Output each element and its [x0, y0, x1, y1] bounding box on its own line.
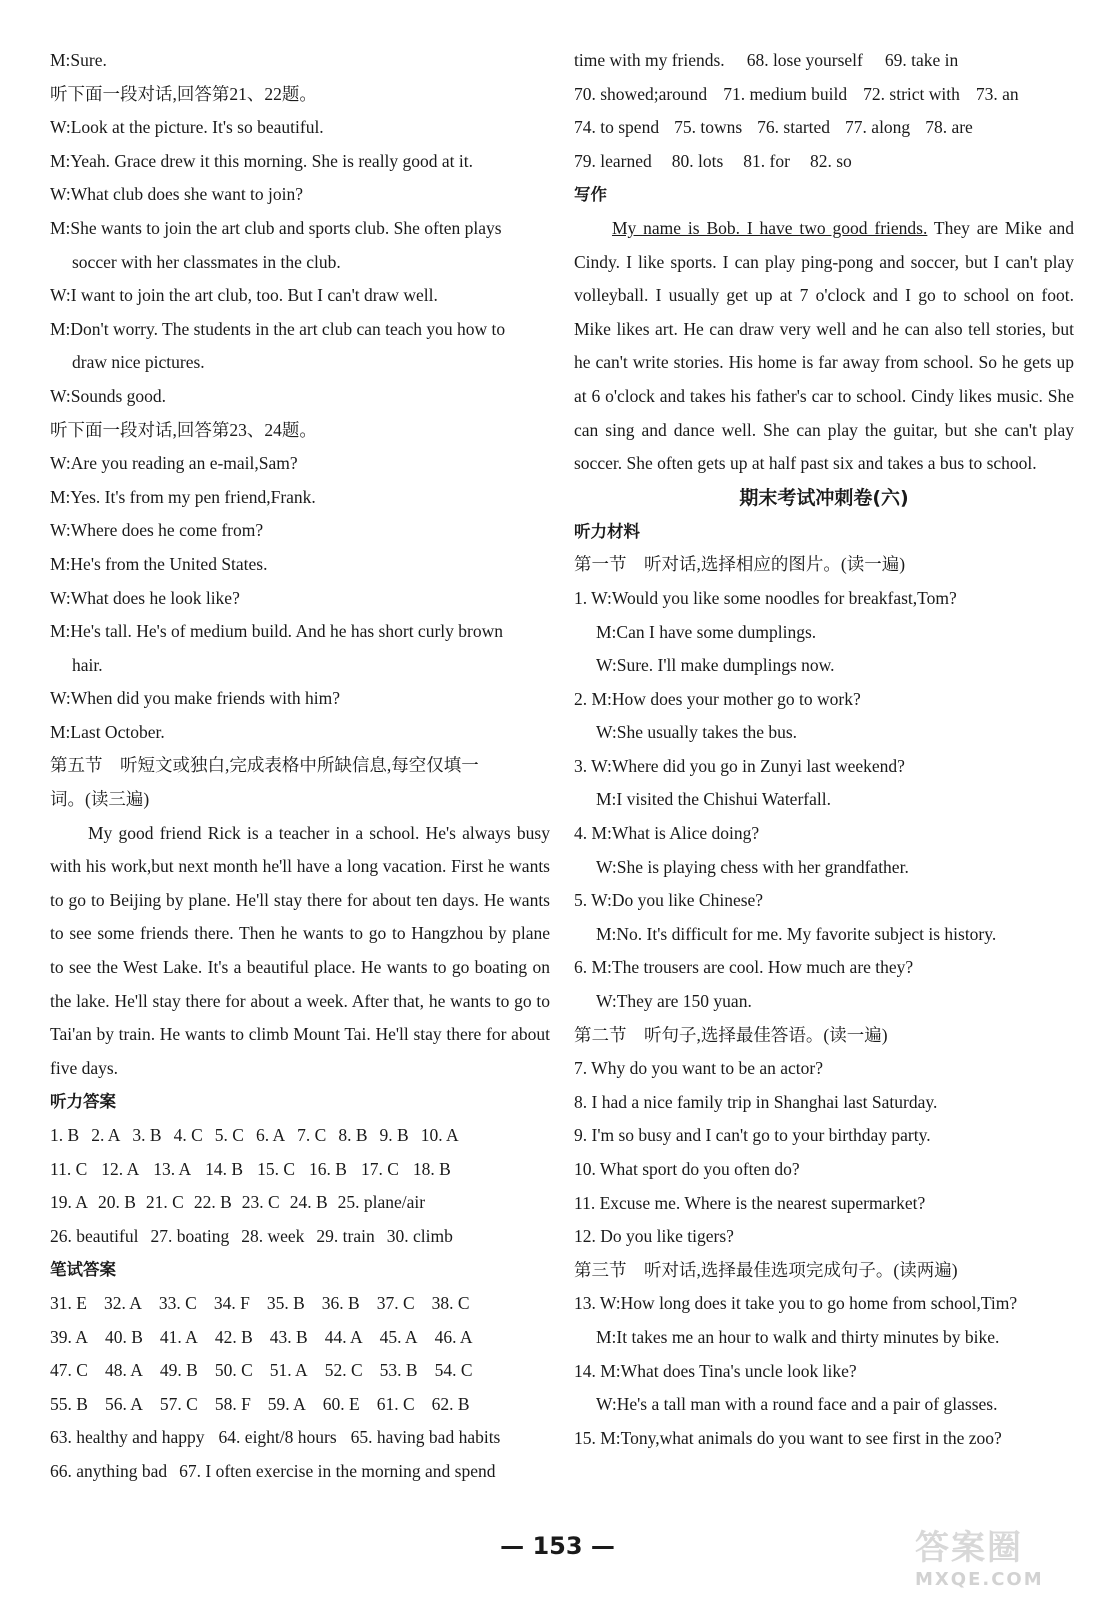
dialogue-line: 1. W:Would you like some noodles for breakfast,Tom?	[574, 587, 957, 608]
answer-row	[574, 111, 1074, 145]
text-line: M:Sure.	[50, 50, 107, 70]
answer-row	[574, 145, 1074, 179]
dialogue-line: W:Sounds good.	[50, 385, 167, 406]
answer-item: 51. A	[269, 1360, 308, 1381]
answer-item: 21. C	[145, 1192, 184, 1213]
answer-item: 38. C	[431, 1292, 470, 1313]
answer-item: 67. I often exercise in the morning and spend	[179, 1460, 496, 1481]
dialogue-line: W:They are 150 yuan.	[596, 991, 752, 1012]
dialogue-line: W:Look at the picture. It's so beautiful.	[50, 117, 324, 138]
dialogue-line: M:It takes me an hour to walk and thirty minutes by bike.	[596, 1326, 1000, 1347]
answer-item: 26. beautiful	[50, 1225, 139, 1246]
answer-item: 8. B	[338, 1125, 368, 1145]
answer-item: 62. B	[431, 1393, 470, 1414]
answer-item: 55. B	[50, 1393, 88, 1414]
writing-paragraph	[574, 212, 1074, 481]
answer-item: 61. C	[376, 1393, 415, 1414]
answer-item: 45. A	[379, 1326, 418, 1347]
passage-paragraph: My good friend Rick is a teacher in a school. He's always busy with his work,but next month he'll have a long vacation. First he wants to go to Beijing by plane. He'll stay there for about ten days. He wants to see some friends there. Then he wants to go to Hangzhou by plane to see the West Lake. It's a beautiful place. He wants to go boating on the lake. He'll stay there for about a week. After that, he wants to go to Tai'an by train. He wants to climb Mount Tai. He'll stay there for about five days.	[50, 822, 550, 1078]
dialogue-line: W:When did you make friends with him?	[50, 688, 340, 709]
answer-item: 20. B	[97, 1192, 136, 1213]
writing-title: 写作	[574, 185, 607, 205]
answer-item: 35. B	[266, 1292, 305, 1313]
answer-item: 54. C	[434, 1360, 473, 1381]
dialogue-line: M:He's tall. He's of medium build. And he has short curly brown	[50, 621, 503, 642]
answer-item: 77. along	[845, 117, 911, 138]
dialogue-line: W:She usually takes the bus.	[596, 722, 798, 743]
answer-item: 27. boating	[150, 1225, 230, 1246]
dialogue-line: M:He's from the United States.	[50, 553, 268, 574]
dialogue-line: 13. W:How long does it take you to go home from school,Tim?	[574, 1293, 1018, 1314]
answer-item: 40. B	[104, 1326, 143, 1347]
section-instruction: 听下面一段对话,回答第21、22题。	[50, 83, 317, 104]
answer-item: 81. for	[743, 150, 790, 171]
dialogue-line: 9. I'm so busy and I can't go to your birthday party.	[574, 1125, 931, 1146]
writing-underlined-sentence: My name is Bob. I have two good friends.	[612, 217, 928, 238]
dialogue-line: W:She is playing chess with her grandfather.	[596, 856, 909, 877]
section-heading: 第二节 听句子,选择最佳答语。(读一遍)	[574, 1024, 888, 1045]
answer-item: 2. A	[91, 1125, 121, 1145]
answer-item: 64. eight/8 hours	[218, 1427, 337, 1448]
answer-item: 78. are	[925, 117, 973, 138]
answer-item: 31. E	[50, 1292, 87, 1313]
dialogue-line: M:She wants to join the art club and sports club. She often plays	[50, 217, 502, 238]
watermark-text: 答案圈	[915, 1528, 1023, 1568]
answer-item: 69. take in	[884, 50, 959, 70]
answer-item: 57. C	[159, 1393, 198, 1414]
answer-item: 56. A	[104, 1393, 143, 1414]
written-answers	[50, 1287, 550, 1489]
dialogue-line: W:I want to join the art club, too. But I can't draw well.	[50, 285, 438, 306]
exam-title: 期末考试冲刺卷(六)	[739, 486, 909, 509]
answer-row	[50, 1455, 550, 1489]
answer-item: 16. B	[309, 1158, 347, 1179]
dialogue-line: W:He's a tall man with a round face and a pair of glasses.	[596, 1394, 998, 1415]
answer-item: 49. B	[159, 1360, 198, 1381]
answer-item: 70. showed;around	[574, 83, 708, 104]
answer-item: 50. C	[214, 1360, 253, 1381]
answer-item: 15. C	[257, 1158, 296, 1179]
answer-item: 73. an	[975, 83, 1019, 104]
answer-item: 24. B	[289, 1192, 328, 1213]
watermark-logo	[915, 1520, 1085, 1590]
answer-item: 37. C	[376, 1292, 415, 1313]
answer-item: 39. A	[50, 1326, 88, 1347]
answer-row	[50, 1421, 550, 1455]
section-heading: 第五节 听短文或独白,完成表格中所缺信息,每空仅填一	[50, 755, 479, 776]
section-heading: 词。(读三遍)	[50, 789, 150, 810]
answer-row	[50, 1153, 550, 1187]
dialogue-line: M:Don't worry. The students in the art club can teach you how to	[50, 318, 506, 339]
answer-row	[50, 1354, 550, 1388]
answer-item: 14. B	[205, 1158, 244, 1179]
answer-item: 59. A	[267, 1393, 306, 1414]
answer-item: 30. climb	[386, 1225, 453, 1246]
section-heading: 第三节 听对话,选择最佳选项完成句子。(读两遍)	[574, 1259, 958, 1280]
dialogue-line: 2. M:How does your mother go to work?	[574, 688, 861, 709]
answer-item: 18. B	[412, 1158, 451, 1179]
answer-item: 68. lose yourself	[746, 50, 863, 70]
answer-item: 63. healthy and happy	[50, 1427, 205, 1448]
dialogue-line: M:Yes. It's from my pen friend,Frank.	[50, 486, 316, 507]
answer-item: 46. A	[434, 1326, 473, 1347]
dialogue-line: draw nice pictures.	[72, 352, 205, 373]
answer-item: 47. C	[50, 1360, 88, 1381]
answer-item: 5. C	[214, 1125, 244, 1145]
dialogue-line: M:I visited the Chishui Waterfall.	[596, 789, 831, 810]
listening-material-title: 听力材料	[574, 521, 640, 541]
dialogue-line: 6. M:The trousers are cool. How much are they?	[574, 957, 914, 978]
answer-item: 22. B	[193, 1192, 232, 1213]
dialogue-line: 10. What sport do you often do?	[574, 1159, 800, 1179]
answer-item: 34. F	[213, 1292, 250, 1313]
answer-item: 28. week	[241, 1225, 305, 1246]
dialogue-line: 11. Excuse me. Where is the nearest supermarket?	[574, 1192, 926, 1213]
listening-material	[574, 548, 1074, 1455]
answer-item: 60. E	[322, 1393, 360, 1414]
answer-item: 23. C	[241, 1192, 280, 1213]
dialogue-line: soccer with her classmates in the club.	[72, 251, 341, 272]
answer-item: time with my friends.	[574, 50, 725, 70]
answer-item: 76. started	[757, 117, 831, 138]
dialogue-line: M:Yeah. Grace drew it this morning. She is really good at it.	[50, 150, 474, 171]
answer-row	[50, 1321, 550, 1355]
answer-item: 80. lots	[671, 150, 724, 171]
answer-item: 10. A	[420, 1125, 459, 1145]
writing-body: They are Mike and Cindy. I like sports. I can play ping-pong and soccer, but I can't play volleyball. I usually get up at 7 o'clock and I go to school on foot. Mike likes art. He can draw very well and he can also tell stories, but he can't write stories. His home is far away from school. So he gets up at 6 o'clock and takes his father's car to school. Cindy likes music. She can sing and dance well. She can play the guitar, but she can't play soccer. She often gets up at half past six and takes a bus to school.	[574, 217, 1074, 474]
dialogue-line: W:Where does he come from?	[50, 520, 264, 541]
answer-row	[50, 1287, 550, 1321]
answer-item: 19. A	[50, 1192, 88, 1213]
answer-item: 44. A	[324, 1326, 363, 1347]
answer-item: 66. anything bad	[50, 1460, 168, 1481]
answer-item: 58. F	[214, 1393, 251, 1414]
answer-item: 11. C	[50, 1158, 88, 1179]
dialogue-line: M:No. It's difficult for me. My favorite subject is history.	[596, 923, 997, 944]
dialogue-line: W:What does he look like?	[50, 587, 240, 608]
answer-row	[50, 1220, 550, 1254]
answer-item: 48. A	[104, 1360, 143, 1381]
listening-answers	[50, 1119, 550, 1253]
answer-row	[574, 44, 1074, 78]
answer-item: 74. to spend	[574, 117, 660, 138]
dialogue-line: 12. Do you like tigers?	[574, 1226, 734, 1247]
answer-item: 42. B	[214, 1326, 253, 1347]
answer-item: 7. C	[297, 1125, 327, 1145]
written-answers-title: 笔试答案	[50, 1260, 116, 1280]
answer-row	[50, 1186, 550, 1220]
dialogue-line: 14. M:What does Tina's uncle look like?	[574, 1360, 857, 1381]
answer-item: 17. C	[360, 1158, 399, 1179]
answer-item: 29. train	[316, 1225, 375, 1246]
answer-item: 72. strict with	[863, 83, 960, 104]
answer-item: 1. B	[50, 1125, 80, 1145]
answer-item: 12. A	[101, 1158, 140, 1179]
dialogue-line: M:Can I have some dumplings.	[596, 621, 817, 642]
page-number: — 153 —	[500, 1532, 615, 1560]
answer-item: 75. towns	[674, 117, 743, 138]
answer-item: 36. B	[321, 1292, 360, 1313]
answer-item: 71. medium build	[723, 83, 848, 104]
answer-item: 65. having bad habits	[350, 1427, 501, 1448]
written-answers-continued	[574, 44, 1074, 178]
dialogue-line: hair.	[72, 654, 103, 675]
dialogue-line: 3. W:Where did you go in Zunyi last weekend?	[574, 755, 905, 776]
answer-item: 4. C	[173, 1125, 203, 1145]
left-column	[50, 44, 550, 1489]
answer-item: 3. B	[132, 1125, 162, 1145]
answer-item: 32. A	[103, 1292, 142, 1313]
dialogue-line: 15. M:Tony,what animals do you want to see first in the zoo?	[574, 1427, 1002, 1448]
answer-item: 41. A	[159, 1326, 198, 1347]
answer-item: 43. B	[269, 1326, 308, 1347]
answer-item: 13. A	[153, 1158, 192, 1179]
dialogue-line: 7. Why do you want to be an actor?	[574, 1058, 823, 1079]
answer-item: 9. B	[379, 1125, 409, 1145]
listening-answers-title: 听力答案	[50, 1092, 116, 1112]
dialogue-line: 5. W:Do you like Chinese?	[574, 890, 764, 911]
answer-item: 82. so	[809, 150, 852, 171]
dialogue-line: W:What club does she want to join?	[50, 184, 304, 205]
answer-item: 79. learned	[574, 150, 652, 171]
dialogue-line: W:Are you reading an e-mail,Sam?	[50, 453, 298, 474]
answer-item: 52. C	[324, 1360, 363, 1381]
watermark-url: MXQE.COM	[915, 1569, 1044, 1590]
dialogue-line: M:Last October.	[50, 721, 165, 742]
answer-item: 6. A	[255, 1125, 286, 1145]
dialogue-line: 4. M:What is Alice doing?	[574, 823, 760, 844]
section-instruction: 听下面一段对话,回答第23、24题。	[50, 419, 317, 440]
answer-item: 53. B	[379, 1360, 418, 1381]
answer-item: 25. plane/air	[337, 1192, 426, 1213]
answer-row	[50, 1388, 550, 1422]
right-column	[574, 44, 1074, 1455]
answer-row	[574, 78, 1074, 112]
section-heading: 第一节 听对话,选择相应的图片。(读一遍)	[574, 554, 906, 575]
dialogue-line: 8. I had a nice family trip in Shanghai last Saturday.	[574, 1091, 938, 1112]
answer-item: 33. C	[158, 1292, 197, 1313]
dialogue-line: W:Sure. I'll make dumplings now.	[596, 655, 835, 676]
answer-row	[50, 1119, 550, 1153]
